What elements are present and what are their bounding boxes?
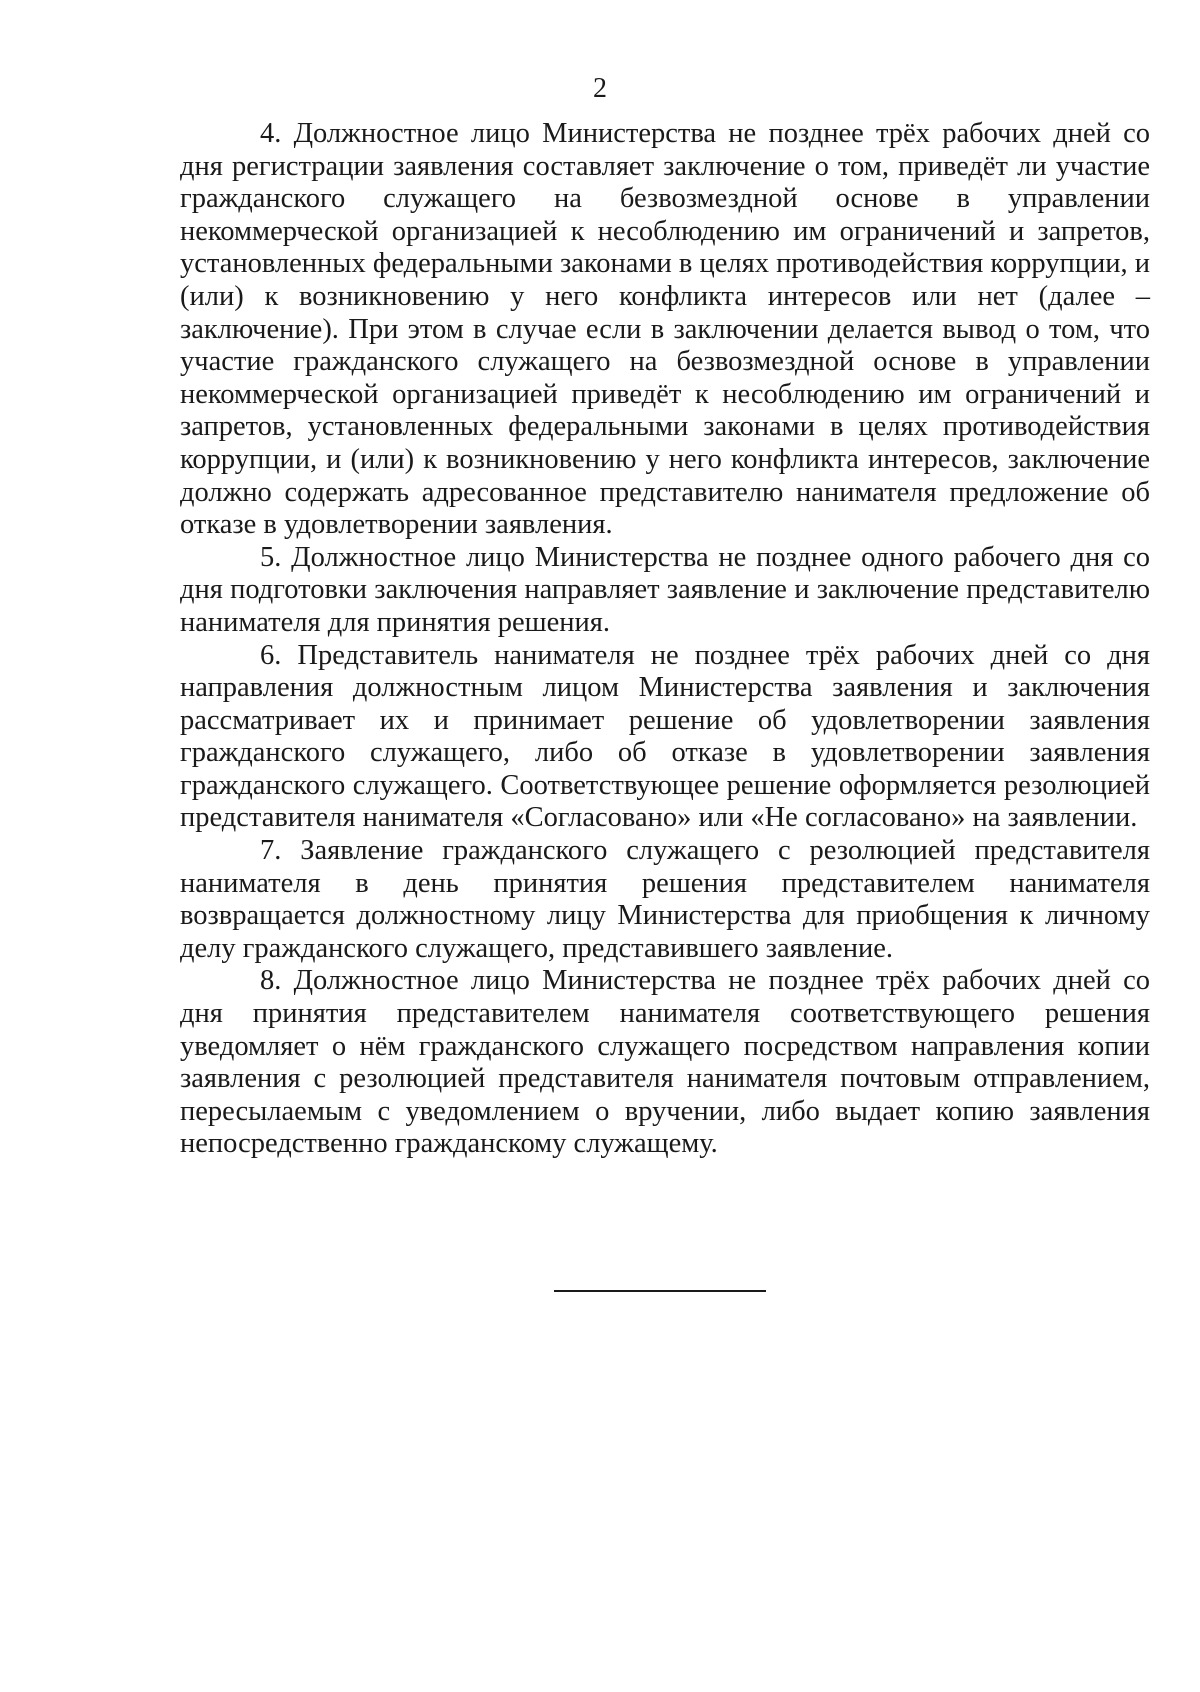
end-divider-line <box>554 1290 766 1292</box>
paragraph-8: 8. Должностное лицо Министерства не позднее трёх рабочих дней со дня принятия представителем нанимателя соответствующего решения уведомляет о нём гражданского служащего посредством направления копии заявления с резолюцией представителя нанимателя почтовым отправлением, пересылаемым с уведомлением о вручении, либо выдает копию заявления непосредственно гражданскому служащему. <box>180 965 1150 1160</box>
paragraph-6: 6. Представитель нанимателя не позднее трёх рабочих дней со дня направления должностным лицом Министерства заявления и заключения рассматривает их и принимает решение об удовлетворении заявления гражданского служащего, либо об отказе в удовлетворении заявления гражданского служащего. Соответствующее решение оформляется резолюцией представителя нанимателя «Согласовано» или «Не согласовано» на заявлении. <box>180 639 1150 834</box>
paragraph-4: 4. Должностное лицо Министерства не позднее трёх рабочих дней со дня регистрации заявления составляет заключение о том, приведёт ли участие гражданского служащего на безвозмездной основе в управлении некоммерческой организацией к несоблюдению им ограничений и запретов, установленных федеральными законами в целях противодействия коррупции, и (или) к возникновению у него конфликта интересов или нет (далее – заключение). При этом в случае если в заключении делается вывод о том, что участие гражданского служащего на безвозмездной основе в управлении некоммерческой организацией приведёт к несоблюдению им ограничений и запретов, установленных федеральными законами в целях противодействия коррупции, и (или) к возникновению у него конфликта интересов, заключение должно содержать адресованное представителю нанимателя предложение об отказе в удовлетворении заявления. <box>180 118 1150 541</box>
document-body <box>180 118 1150 1161</box>
page-number: 2 <box>593 73 607 104</box>
paragraph-5: 5. Должностное лицо Министерства не позднее одного рабочего дня со дня подготовки заключения направляет заявление и заключение представителю нанимателя для принятия решения. <box>180 541 1150 638</box>
paragraph-7: 7. Заявление гражданского служащего с резолюцией представителя нанимателя в день принятия решения представителем нанимателя возвращается должностному лицу Министерства для приобщения к личному делу гражданского служащего, представившего заявление. <box>180 835 1150 964</box>
